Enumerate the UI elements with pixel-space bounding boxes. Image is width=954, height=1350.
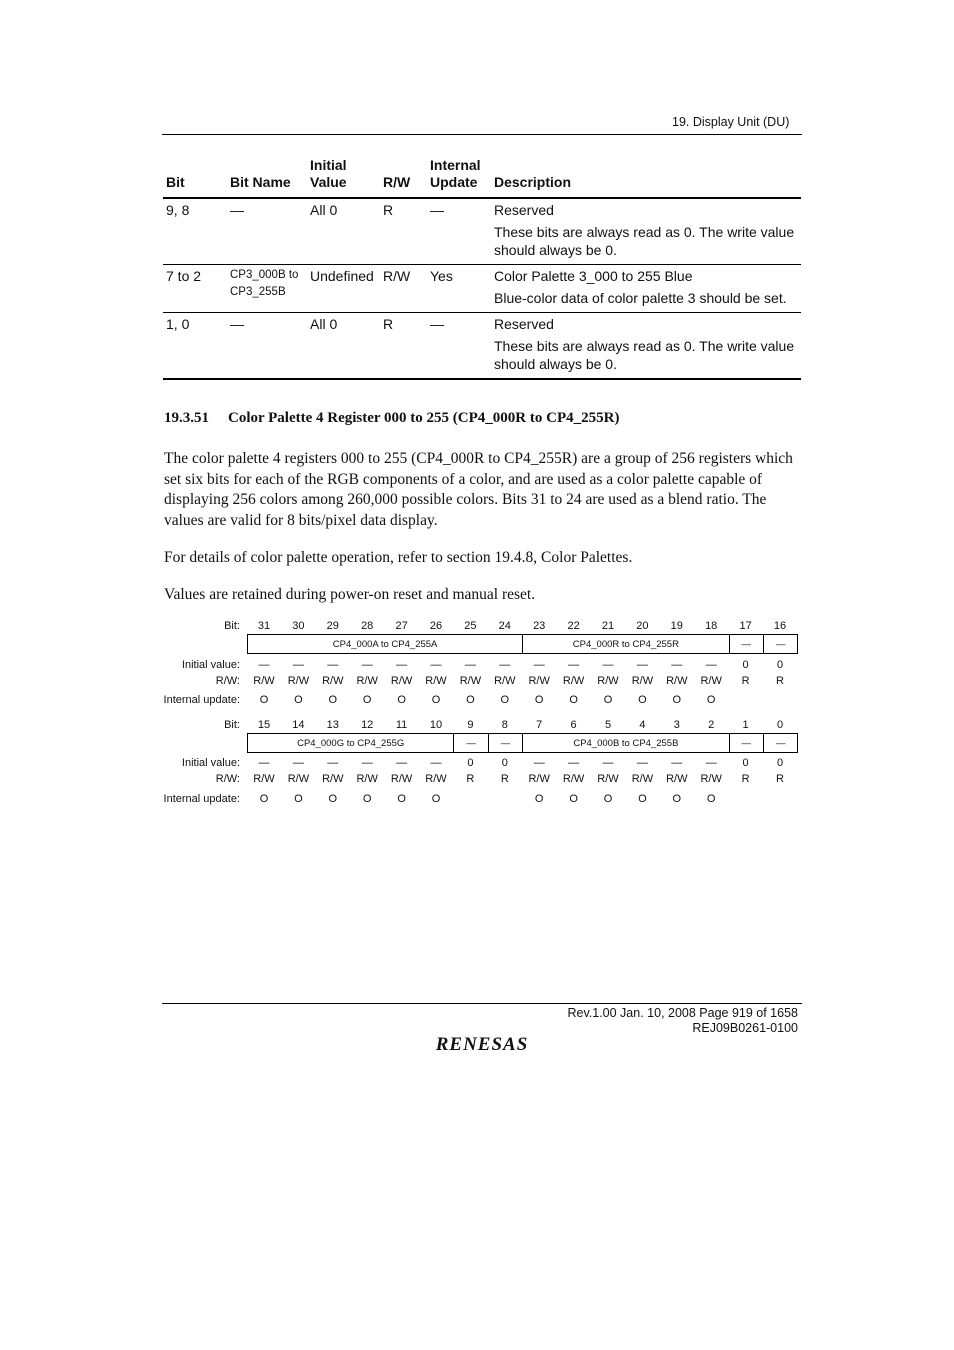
- cell-bit-name: —: [227, 198, 307, 265]
- update-value: O: [672, 694, 682, 706]
- cell-bit: 7 to 2: [163, 265, 227, 313]
- rw-value: R: [466, 773, 475, 785]
- rw-value: R/W: [528, 675, 550, 687]
- initial-value: —: [671, 659, 683, 671]
- update-value: O: [534, 793, 544, 805]
- initial-value: —: [396, 757, 408, 769]
- initial-value: —: [430, 757, 442, 769]
- initial-value: —: [327, 659, 339, 671]
- header-rule: [162, 134, 802, 135]
- initial-value: —: [671, 757, 683, 769]
- bit-number: 22: [567, 620, 580, 632]
- register-field: —: [763, 634, 798, 654]
- description-title: Reserved: [494, 202, 554, 218]
- rw-value: R/W: [666, 773, 688, 785]
- rw-value: R/W: [459, 675, 482, 687]
- body-paragraph: For details of color palette operation, refer to section 19.4.8, Color Palettes.: [164, 549, 633, 566]
- initial-value: —: [327, 757, 339, 769]
- bit-number: 24: [498, 620, 511, 632]
- cell-initial: Undefined: [307, 265, 380, 313]
- body-paragraph: The color palette 4 registers 000 to 255 (CP4_000R to CP4_255R) are a group of 256 registers which set six bits for each of the RGB components of a color, and are used as a color palette capable of displaying 256 colors among 260,000 possible colors. Bits 31 to 24 are used as a blend ratio. The values are valid for 8 bits/pixel data display.: [164, 450, 793, 529]
- bit-row-label: Bit:: [224, 719, 240, 731]
- update-value: O: [259, 793, 269, 805]
- cell-rw: R: [380, 313, 427, 380]
- rw-value: R/W: [562, 675, 585, 687]
- revision-text: Rev.1.00 Jan. 10, 2008 Page 919 of 1658: [567, 1006, 798, 1020]
- update-value: O: [706, 793, 716, 805]
- update-value: O: [534, 694, 544, 706]
- update-value: O: [397, 694, 406, 706]
- update-value: O: [259, 694, 269, 706]
- bit-number: 0: [776, 719, 784, 731]
- update-value: O: [706, 694, 716, 706]
- logo-text: RENESAS: [435, 1034, 529, 1055]
- cell-initial: All 0: [307, 313, 380, 380]
- cell-update: —: [427, 313, 491, 380]
- cell-update: Yes: [427, 265, 491, 313]
- rw-value: R: [776, 773, 784, 785]
- update-value: O: [431, 694, 441, 706]
- bit-number: 23: [533, 620, 546, 632]
- update-value: O: [397, 793, 406, 805]
- bit-number: 8: [501, 719, 508, 731]
- rw-value: R/W: [597, 773, 619, 785]
- initial-value: —: [602, 659, 614, 671]
- col-header-rw: R/W: [380, 155, 427, 198]
- update-value: O: [294, 793, 303, 805]
- initial-value: —: [292, 757, 304, 769]
- rw-value: R/W: [253, 773, 275, 785]
- col-header-bit-name: Bit Name: [227, 155, 307, 198]
- initial-value: —: [361, 659, 373, 671]
- footer-revision: [567, 1006, 798, 1036]
- update-value: O: [500, 694, 510, 706]
- bit-number: 30: [292, 620, 305, 632]
- update-value: O: [294, 694, 303, 706]
- section-number: 19.3.51: [164, 410, 209, 426]
- register-field: —: [729, 733, 764, 753]
- bit-number: 21: [601, 620, 615, 632]
- bit-number: 28: [361, 620, 374, 632]
- update-value: O: [638, 793, 647, 805]
- cell-description: [491, 198, 801, 265]
- internal-update-label: Internal update:: [163, 694, 240, 706]
- col-header-internal-update: Internal Update: [427, 155, 491, 198]
- rw-value: R/W: [390, 675, 413, 687]
- table-row: [163, 313, 801, 380]
- description-text: These bits are always read as 0. The write value should always be 0.: [494, 338, 795, 372]
- table-row: [163, 265, 801, 313]
- initial-value: —: [568, 659, 580, 671]
- initial-value: —: [705, 757, 717, 769]
- body-paragraph: Values are retained during power-on reset and manual reset.: [164, 586, 536, 603]
- update-value: O: [328, 793, 338, 805]
- initial-value: —: [258, 659, 270, 671]
- cell-bit: 1, 0: [163, 313, 227, 380]
- update-value: O: [603, 793, 613, 805]
- description-title: Reserved: [494, 316, 554, 332]
- internal-update-label: Internal update:: [163, 793, 240, 805]
- bit-number: 29: [326, 620, 339, 632]
- renesas-logo: [422, 1033, 542, 1055]
- rw-value: R: [500, 773, 509, 785]
- rw-value: R/W: [253, 675, 275, 687]
- rw-value: R/W: [700, 773, 722, 785]
- update-value: O: [466, 694, 475, 706]
- rw-value: R: [741, 773, 750, 785]
- bit-number: 25: [464, 620, 477, 632]
- rw-label: R/W:: [215, 773, 240, 785]
- description-text: These bits are always read as 0. The write value should always be 0.: [494, 224, 795, 258]
- initial-value: 0: [776, 757, 784, 769]
- initial-value: —: [361, 757, 373, 769]
- cell-bit: 9, 8: [163, 198, 227, 265]
- bit-number: 9: [467, 719, 474, 731]
- rw-value: R/W: [631, 773, 654, 785]
- initial-value: —: [258, 757, 270, 769]
- register-field: —: [763, 733, 798, 753]
- register-field: —: [453, 733, 488, 753]
- col-header-initial-value: Initial Value: [307, 155, 380, 198]
- section-heading: [164, 410, 619, 427]
- update-value: O: [362, 694, 372, 706]
- cell-description: [491, 265, 801, 313]
- section-title-text: Color Palette 4 Register 000 to 255 (CP4_000R to CP4_255R): [228, 410, 620, 426]
- bit-number: 13: [326, 719, 339, 731]
- rw-value: R/W: [425, 675, 447, 687]
- update-value: O: [638, 694, 647, 706]
- initial-value: —: [533, 659, 545, 671]
- register-field: CP4_000A to CP4_255A: [247, 634, 523, 654]
- bit-description-table: [163, 155, 801, 380]
- register-field: CP4_000B to CP4_255B: [522, 733, 729, 753]
- initial-value: —: [636, 757, 648, 769]
- description-title: Color Palette 3_000 to 255 Blue: [494, 268, 693, 284]
- bit-row-label: Bit:: [224, 620, 240, 632]
- bit-number: 18: [705, 620, 718, 632]
- bit-number: 3: [673, 719, 680, 731]
- initial-value-label: Initial value:: [181, 757, 240, 769]
- rw-value: R/W: [390, 773, 413, 785]
- initial-value: —: [464, 659, 476, 671]
- bit-number: 16: [773, 620, 787, 632]
- bit-number: 15: [257, 719, 271, 731]
- initial-value: 0: [742, 757, 749, 769]
- description-text: Blue-color data of color palette 3 should be set.: [494, 290, 787, 306]
- bit-number: 12: [361, 719, 374, 731]
- bit-number: 6: [570, 719, 577, 731]
- bit-number: 11: [395, 719, 408, 731]
- update-value: O: [362, 793, 372, 805]
- rw-value: R/W: [597, 675, 619, 687]
- bit-number: 4: [639, 719, 646, 731]
- initial-value: —: [499, 659, 511, 671]
- bit-number: 20: [636, 620, 649, 632]
- bit-number: 31: [257, 620, 271, 632]
- initial-value: —: [602, 757, 614, 769]
- rw-value: R: [741, 675, 750, 687]
- initial-value: —: [568, 757, 580, 769]
- rw-value: R/W: [425, 773, 447, 785]
- document-number: REJ09B0261-0100: [692, 1021, 798, 1035]
- initial-value: 0: [467, 757, 474, 769]
- register-field: CP4_000R to CP4_255R: [522, 634, 729, 654]
- table-row: [163, 198, 801, 265]
- rw-value: R/W: [287, 773, 310, 785]
- initial-value: —: [533, 757, 545, 769]
- initial-value: 0: [776, 659, 784, 671]
- register-field: CP4_000G to CP4_255G: [247, 733, 454, 753]
- rw-value: R/W: [287, 675, 310, 687]
- rw-value: R/W: [528, 773, 550, 785]
- bit-number: 17: [739, 620, 752, 632]
- update-value: O: [603, 694, 613, 706]
- update-value: O: [431, 793, 441, 805]
- rw-value: R/W: [666, 675, 688, 687]
- initial-value: 0: [501, 757, 508, 769]
- bit-number: 1: [742, 719, 749, 731]
- bit-number: 5: [604, 719, 612, 731]
- initial-value: —: [705, 659, 717, 671]
- rw-label: R/W:: [215, 675, 240, 687]
- rw-value: R/W: [322, 675, 344, 687]
- rw-value: R/W: [700, 675, 722, 687]
- bit-number: 7: [536, 719, 543, 731]
- bit-number: 2: [708, 719, 715, 731]
- cell-rw: R/W: [380, 265, 427, 313]
- footer-rule: [162, 1003, 802, 1004]
- update-value: O: [569, 694, 578, 706]
- cell-description: [491, 313, 801, 380]
- update-value: O: [569, 793, 578, 805]
- col-header-bit: Bit: [163, 155, 227, 198]
- rw-value: R: [776, 675, 784, 687]
- rw-value: R/W: [562, 773, 585, 785]
- update-value: O: [328, 694, 338, 706]
- cell-initial: All 0: [307, 198, 380, 265]
- initial-value: —: [636, 659, 648, 671]
- rw-value: R/W: [494, 675, 516, 687]
- rw-value: R/W: [631, 675, 654, 687]
- initial-value: —: [292, 659, 304, 671]
- initial-value: —: [430, 659, 442, 671]
- initial-value: 0: [742, 659, 749, 671]
- bit-number: 27: [395, 620, 408, 632]
- bit-number: 10: [429, 719, 443, 731]
- rw-value: R/W: [356, 773, 378, 785]
- cell-bit-name: —: [227, 313, 307, 380]
- register-field: —: [488, 733, 523, 753]
- rw-value: R/W: [322, 773, 344, 785]
- update-value: O: [672, 793, 682, 805]
- initial-value-label: Initial value:: [181, 659, 240, 671]
- col-header-description: Description: [491, 155, 801, 198]
- cell-rw: R: [380, 198, 427, 265]
- bit-number: 19: [670, 620, 683, 632]
- bit-number: 14: [292, 719, 305, 731]
- cell-update: —: [427, 198, 491, 265]
- initial-value: —: [396, 659, 408, 671]
- cell-bit-name: CP3_000B to CP3_255B: [227, 265, 307, 313]
- register-field: —: [729, 634, 764, 654]
- table-header-row: [163, 155, 801, 198]
- rw-value: R/W: [356, 675, 378, 687]
- running-header: 19. Display Unit (DU): [672, 115, 790, 129]
- bit-number: 26: [429, 620, 443, 632]
